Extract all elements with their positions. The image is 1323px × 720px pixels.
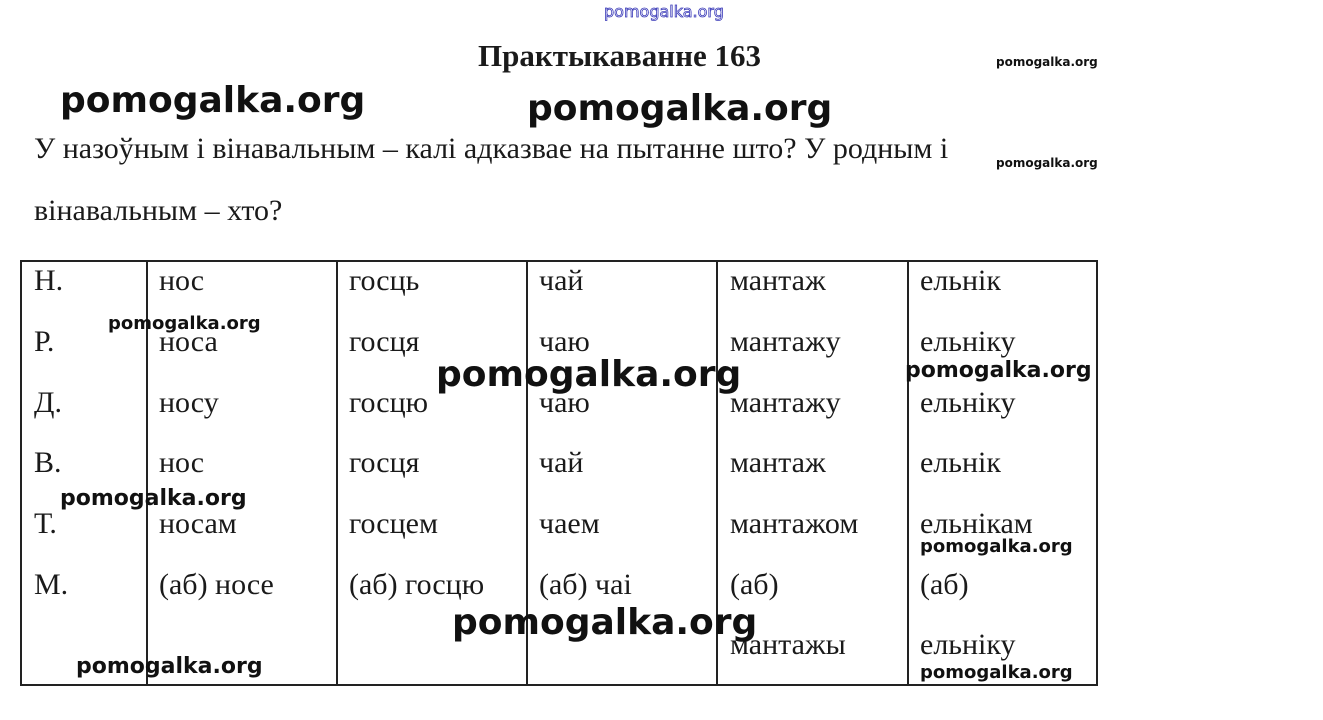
- watermark: pomogalka.org: [60, 486, 247, 511]
- table-cell: (аб) чаі: [539, 568, 632, 601]
- case-label: М.: [34, 568, 69, 601]
- watermark: pomogalka.org: [452, 602, 758, 643]
- table-cell: (аб) носе: [159, 568, 274, 601]
- table-cell: ельнікам: [920, 507, 1033, 540]
- watermark: pomogalka.org: [60, 80, 366, 121]
- case-label: Р.: [34, 325, 55, 358]
- table-cell: мантаж: [730, 264, 826, 297]
- table-cell: госцем: [349, 507, 438, 540]
- paragraph-line: У назоўным і вінавальным – калі адказвае на пытанне што? У родным і: [34, 132, 949, 165]
- table-cell: госця: [349, 446, 420, 479]
- table-cell: (аб) госцю: [349, 568, 485, 601]
- table-cell: ельнік: [920, 264, 1001, 297]
- case-label: Д.: [34, 386, 62, 419]
- column-divider: [336, 262, 338, 684]
- table-cell: госць: [349, 264, 420, 297]
- table-cell: носу: [159, 386, 219, 419]
- table-cell: нос: [159, 264, 205, 297]
- table-cell: (аб): [730, 568, 779, 601]
- table-cell: ельніку: [920, 628, 1016, 661]
- watermark-top: pomogalka.org: [604, 2, 724, 21]
- table-cell: (аб): [920, 568, 969, 601]
- watermark: pomogalka.org: [905, 358, 1092, 383]
- paragraph-line: вінавальным – хто?: [34, 194, 283, 227]
- table-cell: мантаж: [730, 446, 826, 479]
- table-cell: нос: [159, 446, 205, 479]
- column-divider: [907, 262, 909, 684]
- watermark: pomogalka.org: [76, 654, 263, 679]
- table-cell: носа: [159, 325, 218, 358]
- table-cell: госцю: [349, 386, 429, 419]
- table-cell: ельніку: [920, 325, 1016, 358]
- watermark: pomogalka.org: [996, 156, 1098, 170]
- case-label: Т.: [34, 507, 57, 540]
- case-label: В.: [34, 446, 62, 479]
- table-cell: носам: [159, 507, 237, 540]
- table-cell: мантажу: [730, 325, 841, 358]
- table-cell: мантажу: [730, 386, 841, 419]
- table-cell: госця: [349, 325, 420, 358]
- page-title: Практыкаванне 163: [478, 38, 762, 73]
- watermark: pomogalka.org: [920, 536, 1073, 557]
- watermark: pomogalka.org: [436, 354, 742, 395]
- table-cell: чаю: [539, 386, 590, 419]
- watermark: pomogalka.org: [996, 55, 1098, 69]
- case-label: Н.: [34, 264, 64, 297]
- answer-paragraph: [34, 118, 1124, 242]
- table-cell: чаю: [539, 325, 590, 358]
- watermark: pomogalka.org: [108, 313, 261, 334]
- table-cell: чай: [539, 264, 584, 297]
- table-cell: мантажом: [730, 507, 859, 540]
- table-cell: ельнік: [920, 446, 1001, 479]
- watermark: pomogalka.org: [920, 662, 1073, 683]
- table-cell: мантажы: [730, 628, 846, 661]
- table-cell: ельніку: [920, 386, 1016, 419]
- watermark: pomogalka.org: [527, 88, 833, 129]
- table-cell: чаем: [539, 507, 600, 540]
- table-cell: чай: [539, 446, 584, 479]
